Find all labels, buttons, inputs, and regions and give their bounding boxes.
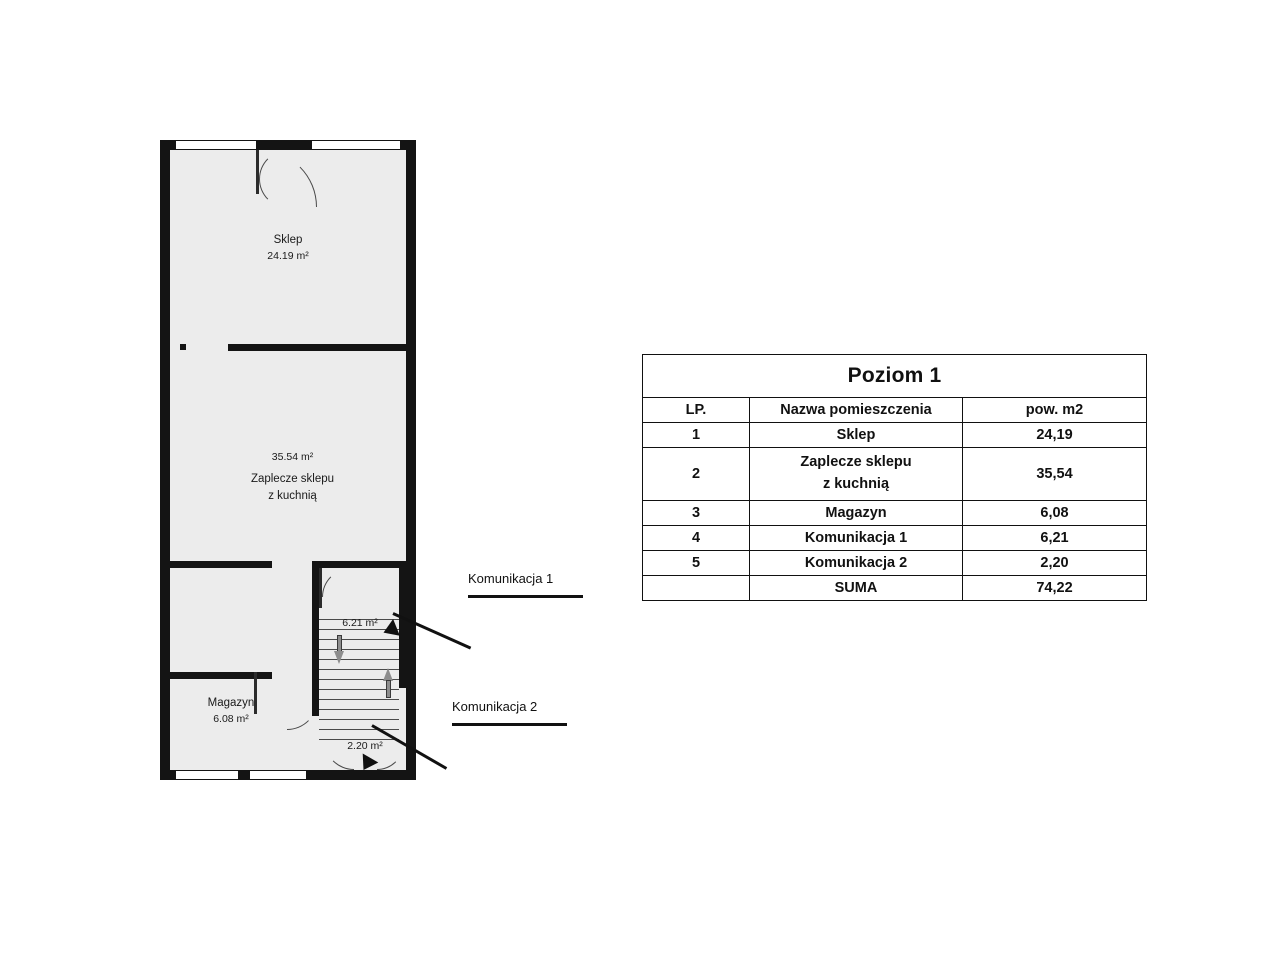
table-title-row [643,355,1147,398]
cell-area: 35,54 [963,448,1147,501]
cell-name: Magazyn [750,500,963,525]
cell-area-total: 74,22 [963,575,1147,600]
room-label-sklep [208,232,368,264]
room-label-magazyn [166,695,296,727]
cell-lp: 1 [643,423,750,448]
cell-name-line2: z kuchnią [822,475,890,492]
table-total-row [643,575,1147,600]
cell-name: Komunikacja 2 [750,550,963,575]
table-header-area: pow. m2 [963,398,1147,423]
cell-area: 6,21 [963,525,1147,550]
table-header-name: Nazwa pomieszczenia [750,398,963,423]
window-top-right [312,140,400,150]
stair-arrow-up-icon [383,668,394,698]
cell-area: 24,19 [963,423,1147,448]
cell-lp: 5 [643,550,750,575]
table-header-lp: LP. [643,398,750,423]
wall-right [406,140,416,780]
wall-partition-lower-right [312,561,406,568]
room-area-zaplecze: 35.54 m² [271,451,314,463]
cell-name: Sklep [750,423,963,448]
room-name-zaplecze-line1: Zaplecze sklepu [250,473,335,486]
wall-partition-sklep-zaplecze [180,344,186,350]
callout-label-komunikacja-2: Komunikacja 2 [452,699,538,714]
table-row [643,500,1147,525]
room-name-zaplecze-line2: z kuchnią [268,489,317,502]
table-title: Poziom 1 [643,355,1147,398]
cell-lp: 2 [643,448,750,501]
room-name-magazyn: Magazyn [207,697,255,709]
wall-corridor-left [312,561,319,716]
cell-name-line1: Zaplecze sklepu [800,454,912,470]
room-area-magazyn: 6.08 m² [213,712,249,725]
window-top-left [176,140,256,150]
room-area-sklep: 24.19 m² [267,249,309,262]
room-area-komunikacja1: 6.21 m² [342,617,378,629]
cell-lp-total [643,575,750,600]
table-row [643,525,1147,550]
floor-plan [160,140,416,780]
table-header-row [643,398,1147,423]
room-area-komunikacja2: 2.20 m² [347,740,383,752]
room-name-sklep: Sklep [273,234,303,246]
door-leaf-entrance [256,150,259,194]
wall-partition-sklep-zaplecze-main [228,344,406,351]
callout-line-komunikacja-1 [468,595,583,598]
stair-arrow-down-icon [334,635,345,665]
cell-name: Komunikacja 1 [750,525,963,550]
wall-partition-zaplecze-lower [160,561,272,568]
area-schedule-table [642,354,1146,601]
door-leaf-corridor [319,568,322,608]
cell-name [750,448,963,501]
callout-line-komunikacja-2 [452,723,567,726]
cell-name-total: SUMA [750,575,963,600]
table-row [643,448,1147,501]
window-bottom-left [176,770,238,780]
cell-area: 2,20 [963,550,1147,575]
room-label-zaplecze [185,450,400,505]
table-row [643,550,1147,575]
table-row [643,423,1147,448]
cell-lp: 3 [643,500,750,525]
callout-label-komunikacja-1: Komunikacja 1 [468,571,554,586]
cell-area: 6,08 [963,500,1147,525]
wall-left [160,140,170,780]
cell-lp: 4 [643,525,750,550]
window-bottom-right [250,770,306,780]
